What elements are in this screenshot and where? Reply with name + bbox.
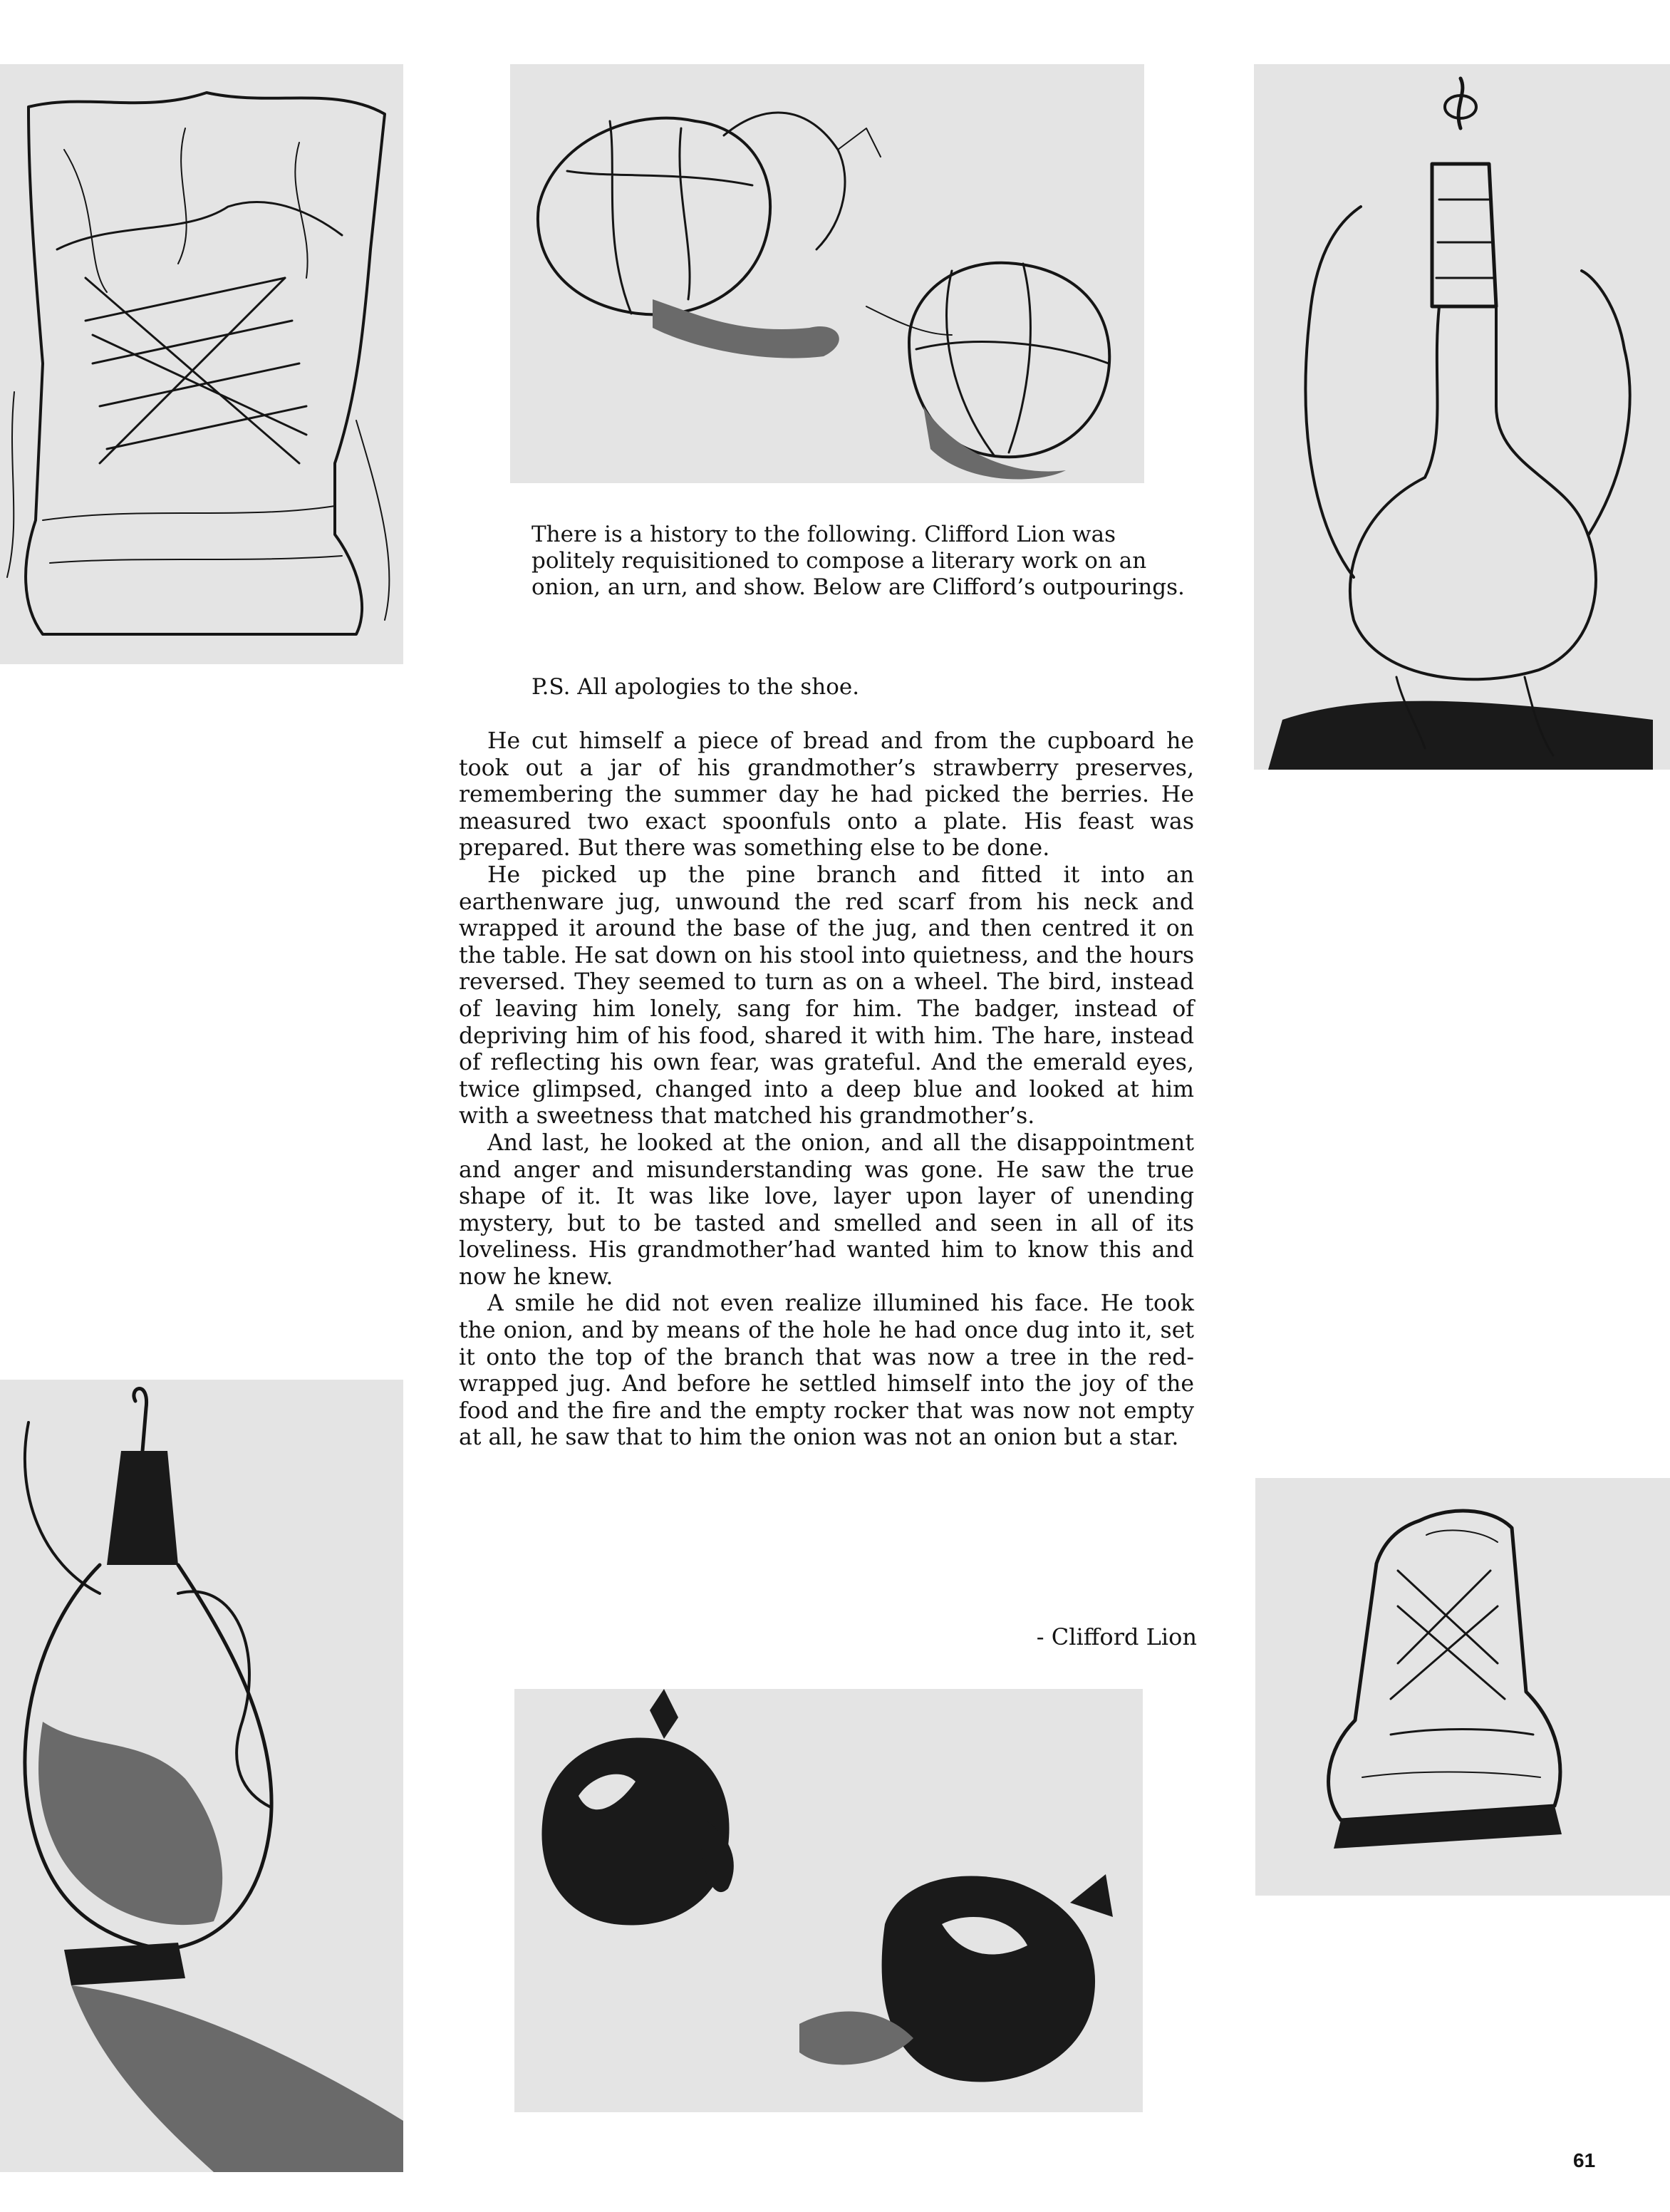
story-body	[459, 728, 1194, 1452]
onion-illustration-top-center	[510, 64, 1144, 483]
postscript: P.S. All apologies to the shoe.	[531, 674, 860, 700]
story-paragraph: A smile he did not even realize illumined his face. He took the onion, and by means of the hole he had once dug into it, set it onto the top of the branch that was now a tree in the red-wrapped jug. And before he settled himself into the joy of the food and the fire and the empty rocker that was now not empty at all, he saw that to him the onion was not an onion but a star.	[459, 1291, 1194, 1451]
urn-illustration-bottom-left	[0, 1380, 403, 2172]
boot-illustration-top-left	[0, 64, 403, 664]
author-signature: - Clifford Lion	[1036, 1623, 1197, 1650]
boot-illustration-bottom-right	[1255, 1478, 1670, 1896]
story-paragraph: He cut himself a piece of bread and from the cupboard he took out a jar of his grandmother’s strawberry preserves, remembering the summer day he had picked the berries. He measured two exact spoonfuls onto a plate. His feast was prepared. But there was something else to be done.	[459, 728, 1194, 862]
intro-paragraph: There is a history to the following. Clifford Lion was politely requisitioned to compose a literary work on an onion, an urn, and show. Below are Clifford’s outpourings.	[531, 522, 1185, 600]
onion-illustration-bottom-center	[514, 1689, 1143, 2112]
page-number: 61	[1573, 2149, 1596, 2171]
story-paragraph: He picked up the pine branch and fitted it into an earthenware jug, unwound the red scarf from his neck and wrapped it around the base of the jug, and then centred it on the table. He sat down on his stool into quietness, and the hours reversed. They seemed to turn as on a wheel. The bird, instead of leaving him lonely, sang for him. The badger, instead of depriving him of his food, shared it with him. The hare, instead of reflecting his own fear, was grateful. And the emerald eyes, twice glimpsed, changed into a deep blue and looked at him with a sweetness that matched his grandmother’s.	[459, 862, 1194, 1130]
story-paragraph: And last, he looked at the onion, and all the disappointment and anger and misunderstanding was gone. He saw the true shape of it. It was like love, layer upon layer of unending mystery, but to be tasted and smelled and seen in all of its loveliness. His grandmother’had wanted him to know this and now he knew.	[459, 1130, 1194, 1290]
urn-illustration-top-right	[1254, 64, 1670, 770]
